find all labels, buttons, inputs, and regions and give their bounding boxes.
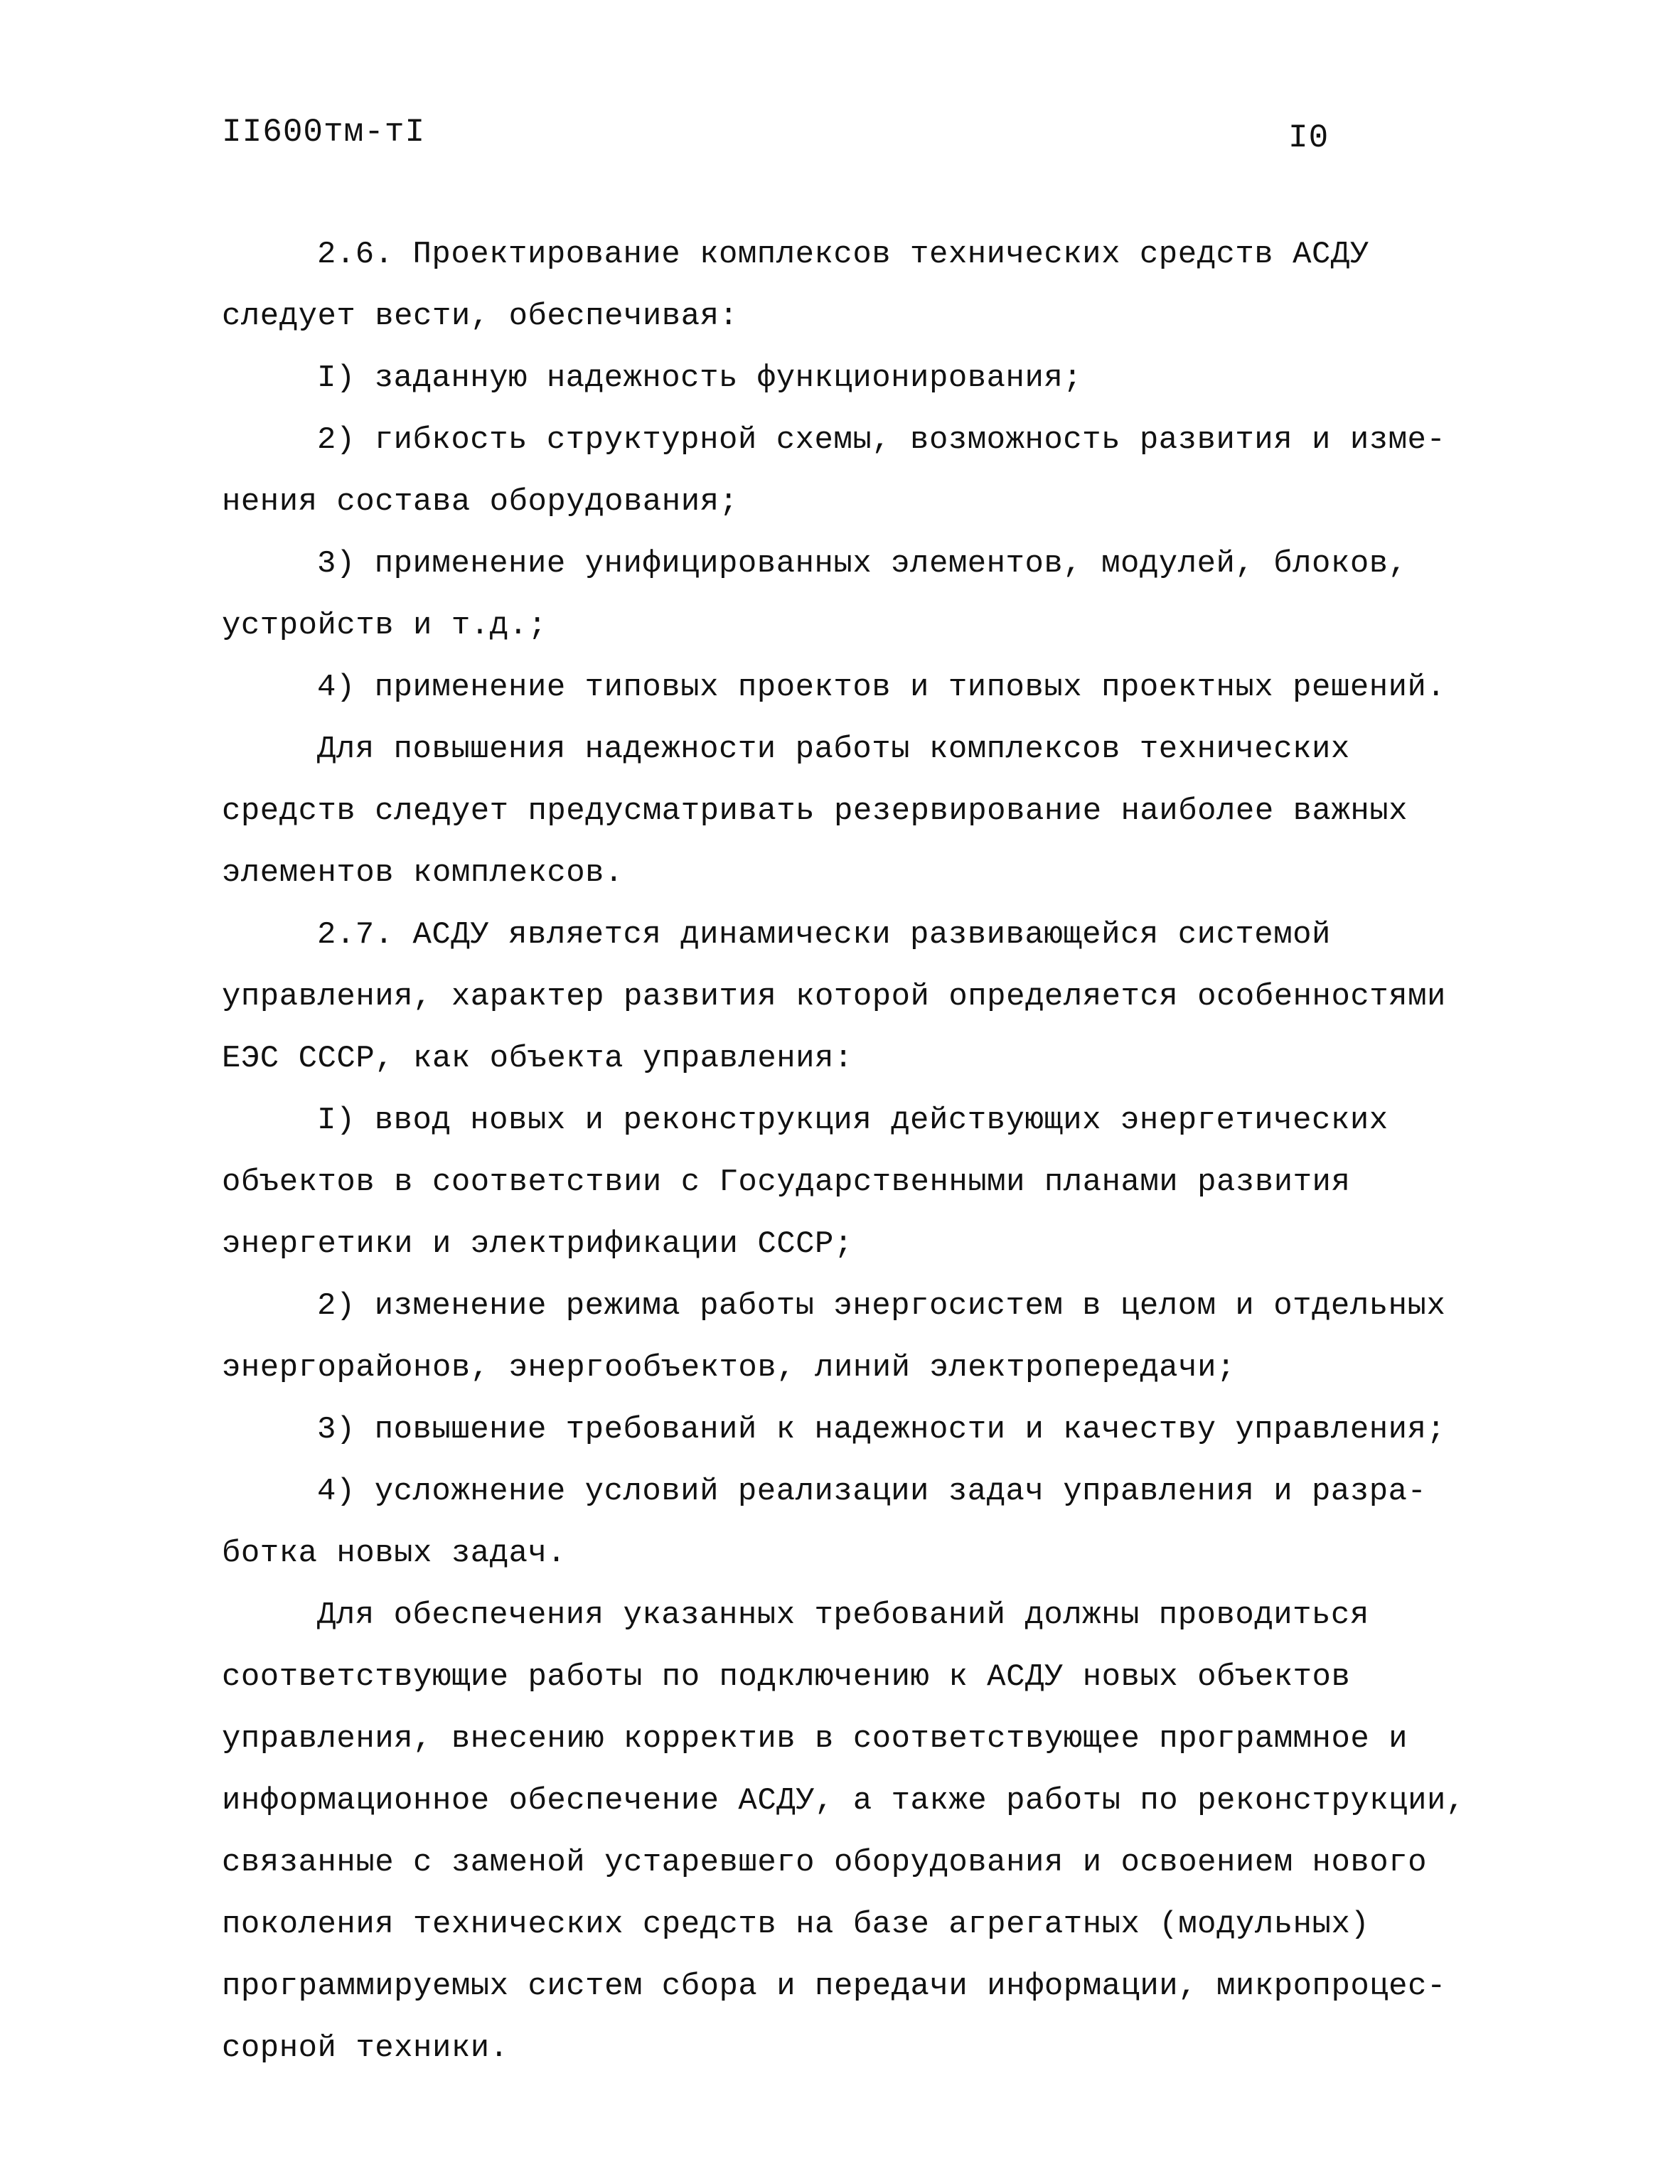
- text-line: средств следует предусматривать резервирование наиболее важных: [222, 793, 1408, 829]
- text-line: 4) усложнение условий реализации задач управления и разра-: [317, 1474, 1427, 1509]
- text-line: 2.7. АСДУ является динамически развивающейся системой: [317, 917, 1331, 953]
- text-line: Для повышения надежности работы комплексов технических: [317, 732, 1350, 767]
- text-line: 2) гибкость структурной схемы, возможность развития и изме-: [317, 422, 1446, 458]
- text-line: 3) повышение требований к надежности и качеству управления;: [317, 1412, 1446, 1447]
- text-line: устройств и т.д.;: [222, 608, 547, 643]
- document-code: II600тм-тI: [222, 114, 426, 151]
- text-line: 2.6. Проектирование комплексов технических средств АСДУ: [317, 237, 1369, 272]
- text-line: соответствующие работы по подключению к АСДУ новых объектов: [222, 1659, 1351, 1695]
- page-number: I0: [1288, 119, 1329, 156]
- text-line: энергорайонов, энергообъектов, линий электропередачи;: [222, 1350, 1236, 1386]
- text-line: Для обеспечения указанных требований должны проводиться: [317, 1597, 1369, 1633]
- text-line: элементов комплексов.: [222, 855, 624, 891]
- text-line: ботка новых задач.: [222, 1536, 567, 1571]
- text-line: ЕЭС СССР, как объекта управления:: [222, 1041, 853, 1076]
- text-line: программируемых систем сбора и передачи информации, микропроцес-: [222, 1969, 1446, 2004]
- text-line: управления, внесению корректив в соответствующее программное и: [222, 1721, 1408, 1757]
- text-line: I) ввод новых и реконструкция действующих энергетических: [317, 1103, 1389, 1138]
- text-line: объектов в соответствии с Государственными планами развития: [222, 1165, 1351, 1200]
- text-line: управления, характер развития которой определяется особенностями: [222, 979, 1446, 1015]
- text-line: энергетики и электрификации СССР;: [222, 1226, 853, 1262]
- text-line: информационное обеспечение АСДУ, а также работы по реконструкции,: [222, 1783, 1465, 1819]
- text-line: нения состава оборудования;: [222, 484, 739, 520]
- text-line: связанные с заменой устаревшего оборудования и освоением нового: [222, 1845, 1427, 1880]
- text-line: 3) применение унифицированных элементов, модулей, блоков,: [317, 546, 1408, 582]
- text-line: 4) применение типовых проектов и типовых проектных решений.: [317, 670, 1446, 705]
- text-line: поколения технических средств на базе агрегатных (модульных): [222, 1907, 1370, 1942]
- text-line: 2) изменение режима работы энергосистем в целом и отдельных: [317, 1288, 1446, 1324]
- text-line: I) заданную надежность функционирования;: [317, 360, 1083, 396]
- text-line: сорной техники.: [222, 2030, 509, 2066]
- text-line: следует вести, обеспечивая:: [222, 299, 739, 334]
